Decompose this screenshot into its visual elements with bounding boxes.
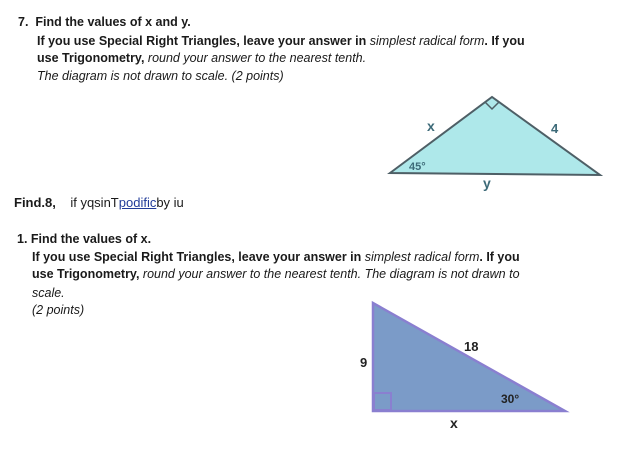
q7-note: The diagram is not drawn to scale. (2 points) [37, 69, 284, 83]
text: simplest radical form [364, 250, 480, 264]
text: If you use Special Right Triangles, leave your answer in [37, 34, 370, 48]
text: If you use Special Right Triangles, leave your answer in [32, 250, 365, 264]
link[interactable]: podific [118, 195, 157, 210]
label-4: 4 [551, 121, 559, 136]
label-y: y [483, 175, 491, 191]
text: use Trigonometry, [37, 51, 148, 65]
question-number: 7. [18, 15, 29, 29]
triangle-30-diagram [360, 303, 565, 431]
text: by iu [156, 195, 184, 210]
q1-note: scale. [32, 286, 65, 300]
text: round your answer to the nearest tenth. [147, 51, 367, 65]
text: . If you [479, 250, 520, 264]
triangle-45-diagram [390, 97, 600, 191]
q1-points: (2 points) [32, 303, 85, 317]
text: simplest radical form [369, 34, 485, 48]
triangle-30 [373, 303, 565, 411]
text: Find.8, [14, 195, 56, 210]
question-title: Find the values of x and y. [35, 15, 191, 29]
label-18: 18 [464, 339, 479, 354]
text: if yqsinT [70, 195, 119, 210]
text: . If you [484, 34, 525, 48]
label-45: 45° [409, 161, 426, 173]
question-1-title: 1. Find the values of x. [17, 232, 152, 246]
text: The diagram is not drawn to [361, 267, 520, 281]
label-x: x [450, 415, 458, 431]
label-9: 9 [360, 355, 368, 370]
text: use Trigonometry, [32, 267, 143, 281]
label-x: x [427, 118, 435, 134]
label-30: 30° [501, 392, 520, 406]
text: round your answer to the nearest tenth. [142, 267, 362, 281]
